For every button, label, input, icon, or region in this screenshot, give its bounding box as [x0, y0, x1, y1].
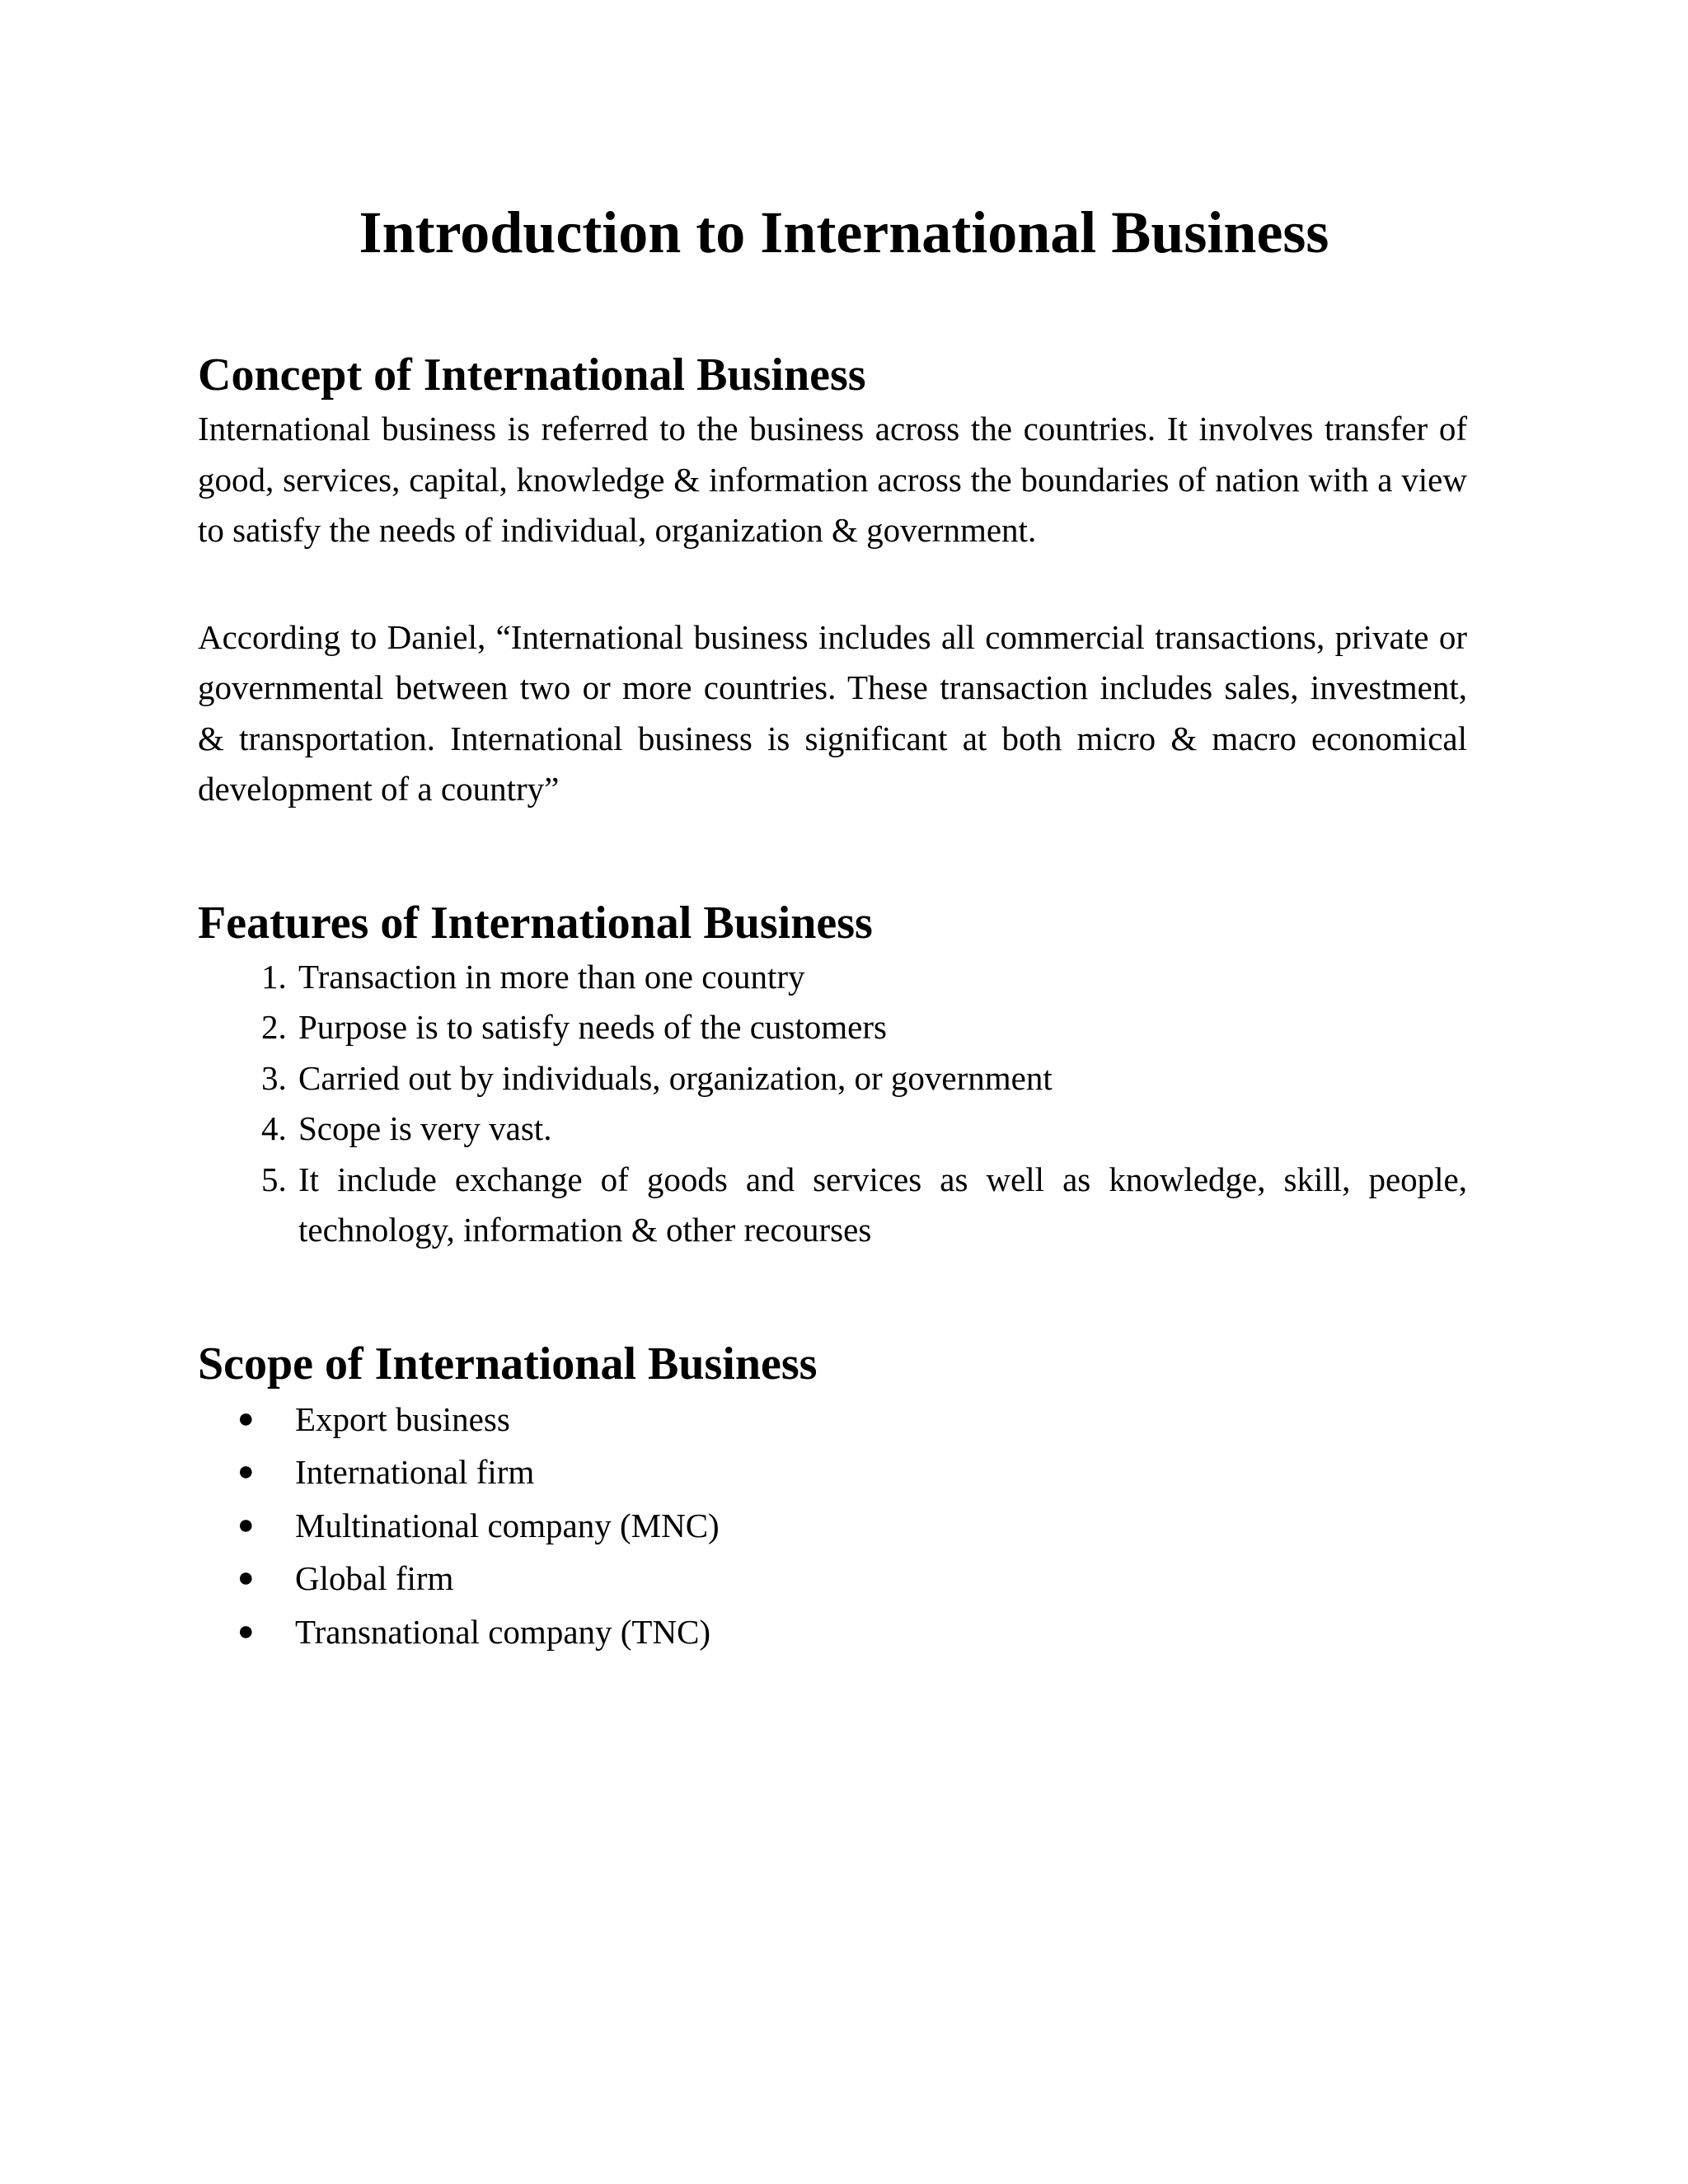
features-list-item: 4. Scope is very vast.	[295, 1104, 1467, 1155]
features-list-item: 3. Carried out by individuals, organization, or government	[295, 1053, 1467, 1104]
scope-item-label: International firm	[295, 1453, 535, 1491]
page-title: Introduction to International Business	[359, 199, 1329, 265]
bullet-dot-icon: ●	[237, 1615, 255, 1647]
scope-item-label: Multinational company (MNC)	[295, 1506, 720, 1544]
bullet-dot-icon: ●	[237, 1403, 255, 1434]
bullet-dot-icon: ●	[237, 1509, 255, 1540]
features-heading	[198, 894, 1467, 952]
bullet-dot-icon: ●	[237, 1456, 255, 1487]
scope-list-item	[237, 1446, 1467, 1499]
scope-list-item	[237, 1499, 1467, 1553]
scope-item-label: Global firm	[295, 1559, 454, 1597]
features-list-item: 1. Transaction in more than one country	[295, 952, 1467, 1003]
features-list-item: 2. Purpose is to satisfy needs of the customers	[295, 1002, 1467, 1053]
scope-list-item	[237, 1605, 1467, 1659]
scope-list-item	[237, 1393, 1467, 1446]
bullet-dot-icon: ●	[237, 1563, 255, 1593]
scope-list	[198, 1393, 1467, 1659]
concept-heading: Concept of International Business	[198, 349, 866, 401]
features-list-item: 5. It include exchange of goods and services as well as knowledge, skill, people, technology, information & other recourses	[295, 1155, 1467, 1256]
scope-list-item	[237, 1552, 1467, 1605]
scope-item-label: Transnational company (TNC)	[295, 1612, 711, 1651]
features-heading-part2: International Business	[430, 897, 873, 949]
scope-item-label: Export business	[295, 1399, 510, 1438]
scope-heading: Scope of International Business	[198, 1338, 818, 1390]
features-list	[198, 952, 1467, 1256]
features-heading-part1: Features of	[198, 897, 419, 949]
concept-paragraph: International business is referred to the business across the countries. It involves transfer of good, services, capital, knowledge & information across the boundaries of nation with a view to satisfy the needs of individual, organization & government.	[198, 410, 1467, 549]
daniel-quote-paragraph: According to Daniel, “International business includes all commercial transactions, private or governmental between two or more countries. These transaction includes sales, investment, & transportation. International business is significant at both micro & macro economical development of a country”	[198, 617, 1467, 808]
